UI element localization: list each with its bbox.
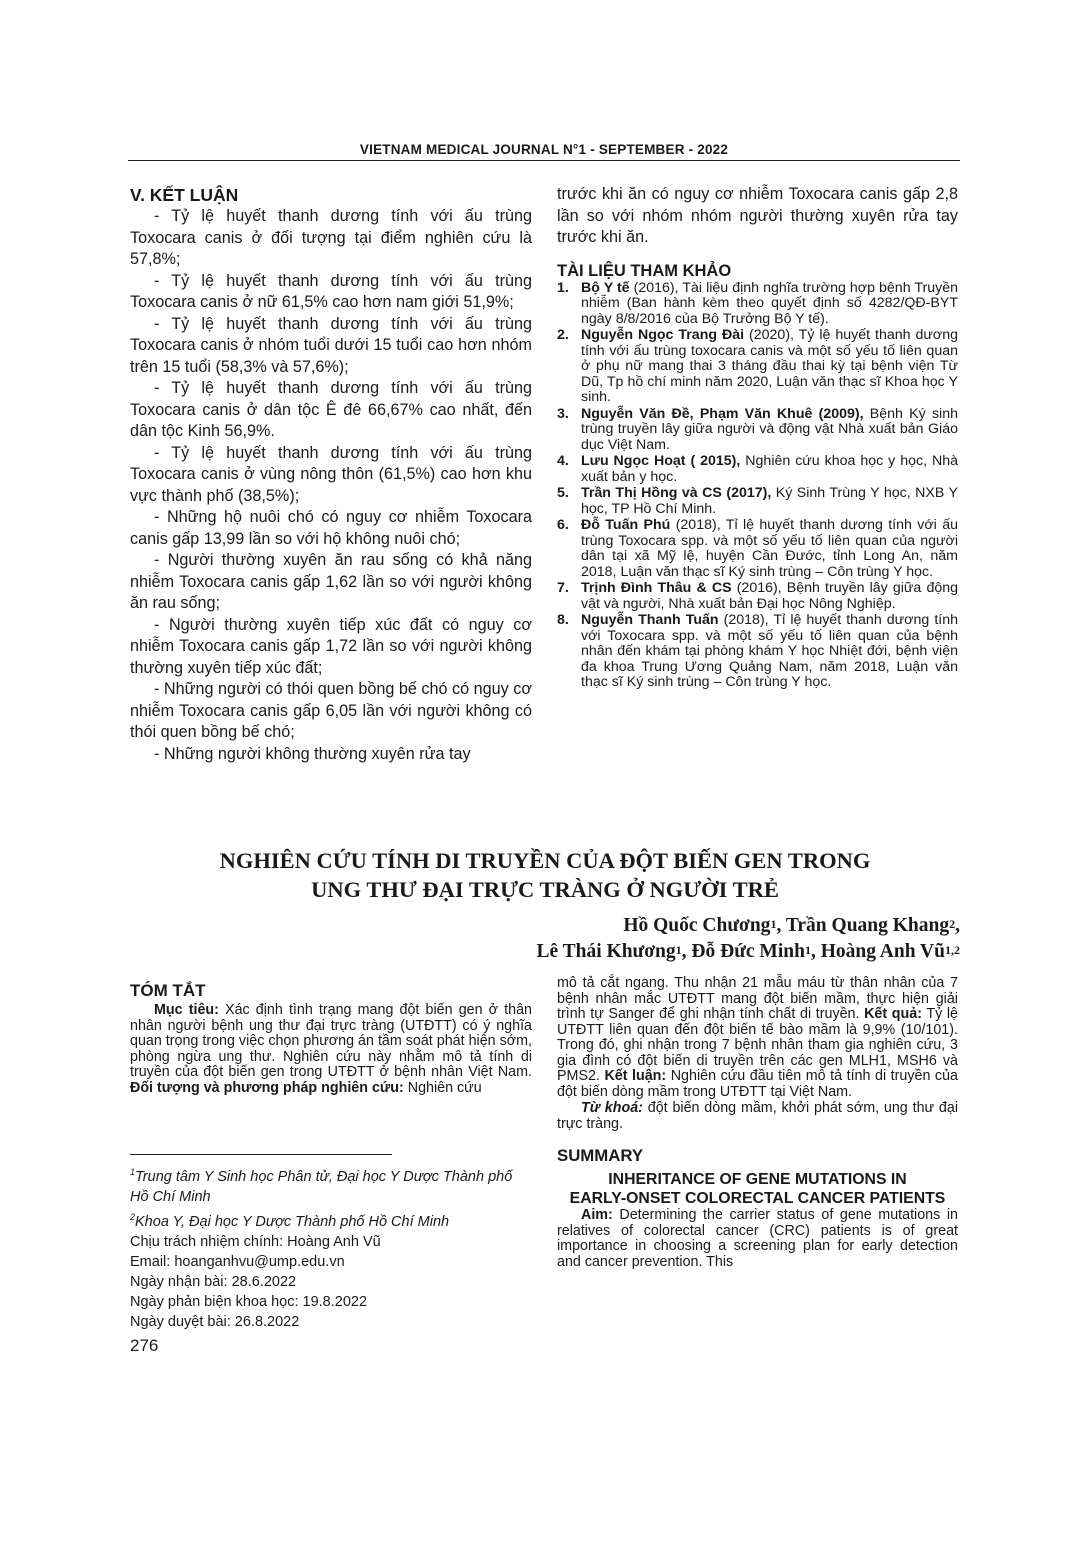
affiliation-1: $^1$Trung tâm Y Sinh học Phân tử, Đại học Y Dược Thành phố Hồ Chí Minh <box>130 1167 513 1205</box>
method-label: Đối tượng và phương pháp nghiên cứu: <box>130 1079 404 1096</box>
reference-text: Bệnh Ký sinh trùng truyền lây giữa người và động vật Nhà xuất bản Giáo dục Việt Nam. <box>581 405 958 453</box>
author-affiliation: 1 <box>804 943 811 957</box>
reference-author: Trịnh Đình Thâu & CS <box>581 580 732 596</box>
reference-text: (2018), Tỉ lệ huyết thanh dương tính với Toxocara spp. và một số yếu tố liên quan của bệnh nhân đến khám tại phòng khám Y học Nhiệt đới, bệnh viện đa khoa Trung Ương Quảng Nam, năm 2018, Luận văn thạc sĩ Ký sinh trùng – Côn trùng Y học. <box>581 612 958 690</box>
reference-body <box>581 328 958 406</box>
conclusion-item: - Những người có thói quen bồng bế chó có nguy cơ nhiễm Toxocara canis gấp 6,05 lần với người không có thói quen bồng bế chó; <box>130 680 532 741</box>
contact-email: Email: hoanganhvu@ump.edu.vn <box>130 1253 345 1270</box>
reference-item <box>557 281 958 328</box>
abstract-left <box>130 980 532 1096</box>
author-affiliation: 1,2 <box>945 943 960 957</box>
reference-body <box>581 581 958 612</box>
received-date: Ngày nhận bài: 28.6.2022 <box>130 1273 297 1290</box>
conclusion-item: - Tỷ lệ huyết thanh dương tính với ấu trùng Toxocara canis ở dân tộc Ê đê 66,67% cao nhất, đến dân tộc Kinh 56,9%. <box>130 379 532 440</box>
method-text: Nghiên cứu <box>403 1079 482 1096</box>
reference-number: 4. <box>557 453 569 469</box>
reference-number: 8. <box>557 612 569 628</box>
conclusion-item: - Người thường xuyên tiếp xúc đất có nguy cơ nhiễm Toxocara canis gấp 1,72 lần so với người không thường xuyên tiếp xúc đất; <box>130 615 532 677</box>
abstract-aim <box>130 1003 532 1096</box>
reference-text: Nghiên cứu khoa học y học, Nhà xuất bản y học. <box>581 453 958 485</box>
summary-aim-label: Aim: <box>581 1207 613 1223</box>
reference-item <box>557 328 958 406</box>
reference-list <box>557 281 958 691</box>
reference-author: Bộ Y tế <box>581 279 630 296</box>
reference-author: Trần Thị Hồng và CS (2017), <box>581 485 772 501</box>
reference-item <box>557 518 958 580</box>
conclusion-item: - Những người không thường xuyên rửa tay <box>154 744 471 763</box>
result-label: Kết quả: <box>864 1006 922 1022</box>
reference-item <box>557 581 958 612</box>
approved-date: Ngày duyệt bài: 26.8.2022 <box>130 1313 300 1330</box>
authors-line2 <box>260 939 960 965</box>
reference-number: 1. <box>557 279 569 296</box>
author-name: Hoàng Anh Vũ <box>820 941 945 962</box>
keywords-text: đột biến dòng mầm, khởi phát sớm, ung thư đại trực tràng. <box>557 1100 958 1132</box>
aim-text: Xác định tình trạng mang đột biến gen ở thân nhân người bệnh ung thư đại trực tràng (UTĐTT) có ý nghĩa quan trọng trong việc chọn phương án tầm soát phát hiện sớm, phòng ngừa ung thư. Nghiên cứu này nhằm mô tả tính di truyền của đột biến gen trong UTĐTT ở bệnh nhân Việt Nam. <box>130 1002 532 1080</box>
reference-author: Đỗ Tuấn Phú <box>581 517 671 533</box>
reference-author: Nguyễn Văn Đề, Phạm Văn Khuê (2009), <box>581 405 864 422</box>
reference-author: Nguyễn Ngọc Trang Đài <box>581 327 745 343</box>
authors-line1 <box>260 913 960 939</box>
conclusion-item: - Người thường xuyên ăn rau sống có khả năng nhiễm Toxocara canis gấp 1,62 lần so với người không ăn rau sống; <box>130 551 532 612</box>
reference-number: 6. <box>557 517 569 533</box>
conclusion-item: - Tỷ lệ huyết thanh dương tính với ấu trùng Toxocara canis ở nữ 61,5% cao hơn nam giới 51,9%; <box>130 271 532 311</box>
author-affiliation: 1 <box>675 943 682 957</box>
author-affiliation: 2 <box>949 917 956 931</box>
reference-text: Ký Sinh Trùng Y học, NXB Y học, TP Hồ Chí Minh. <box>581 485 958 517</box>
author-affiliation: 1 <box>770 917 777 931</box>
conclusion-item: - Tỷ lệ huyết thanh dương tính với ấu trùng Toxocara canis ở nhóm tuổi dưới 15 tuổi cao hơn nhóm trên 15 tuổi (58,3% và 57,6%); <box>130 314 532 376</box>
result-text: Tỷ lệ UTĐTT liên quan đến đột biến tế bào mầm là 9,9% (10/101). Trong đó, ghi nhận trong 7 bệnh nhân tham gia nghiên cứu, 3 gia đình có đột biến di truyền trên các gen MLH1, MSH6 và PMS2. <box>557 1006 958 1084</box>
reference-body <box>581 454 958 485</box>
abstract-methods-results <box>557 976 958 1100</box>
reference-number: 5. <box>557 485 569 501</box>
reference-body <box>581 518 958 580</box>
reference-body <box>581 486 958 517</box>
footnote-rule <box>130 1154 392 1155</box>
summary-heading-line2: EARLY-ONSET COLORECTAL CANCER PATIENTS <box>569 1190 946 1207</box>
reference-number: 3. <box>557 405 569 422</box>
method-continuation: mô tả cắt ngang. Thu nhận 21 mẫu máu từ thân nhân của 7 bệnh nhân mắc UTĐTT mang đột biến mầm, thực hiện giải trình tự Sanger để ghi nhận tính chất di truyền. <box>557 975 958 1022</box>
abstract-title: TÓM TẮT <box>130 981 206 1000</box>
conclusion-title: V. KẾT LUẬN <box>130 185 239 205</box>
affiliation-2-text: Khoa Y, Đại học Y Dược Thành phố Hồ Chí Minh <box>135 1213 450 1230</box>
author-separator: , <box>776 915 786 936</box>
reference-item <box>557 613 958 691</box>
aim-label: Mục tiêu: <box>154 1002 219 1018</box>
reference-item <box>557 486 958 517</box>
reference-body <box>581 613 958 691</box>
abstract-conclusion-text: Nghiên cứu đầu tiên mô tả tính di truyền của đột biến dòng mầm trong UTĐTT tại Việt Nam. <box>557 1068 958 1100</box>
reviewed-date: Ngày phản biện khoa học: 19.8.2022 <box>130 1293 368 1310</box>
conclusion-item: - Tỷ lệ huyết thanh dương tính với ấu trùng Toxocara canis ở đối tượng tại điểm nghiên cứu là 57,8%; <box>130 207 532 268</box>
reference-text: (2016), Tài liệu định nghĩa trường hợp bệnh Truyền nhiễm (Ban hành kèm theo quyết định số 4282/QĐ-BYT ngày 8/8/2016 của Bộ Trưởng Bộ Y tế). <box>581 279 958 327</box>
summary-title: SUMMARY <box>557 1146 644 1165</box>
reference-body <box>581 281 958 328</box>
responsible-author: Chịu trách nhiệm chính: Hoàng Anh Vũ <box>130 1233 381 1250</box>
summary-aim <box>557 1208 958 1270</box>
reference-number: 7. <box>557 580 569 596</box>
conclusion-label: Kết luận: <box>604 1068 667 1084</box>
reference-text: (2016), Bệnh truyền lây giữa động vật và người, Nhà xuất bản Đại học Nông Nghiệp. <box>581 580 959 612</box>
article-title-line2: UNG THƯ ĐẠI TRỰC TRÀNG Ở NGƯỜI TRẺ <box>311 877 779 902</box>
reference-author: Nguyễn Thanh Tuấn <box>581 612 719 628</box>
page-number: 276 <box>130 1336 159 1355</box>
abstract-keywords <box>557 1101 958 1132</box>
article-title <box>130 846 960 904</box>
conclusion-item: - Tỷ lệ huyết thanh dương tính với ấu trùng Toxocara canis ở vùng nông thôn (61,5%) cao hơn khu vực thành phố (38,5%); <box>130 443 532 505</box>
author-separator: , <box>681 941 692 962</box>
affiliation-2: $^2$Khoa Y, Đại học Y Dược Thành phố Hồ Chí Minh <box>130 1211 450 1230</box>
abstract-right <box>557 976 958 1270</box>
affiliation-1-text: Trung tâm Y Sinh học Phân tử, Đại học Y Dược Thành phố Hồ Chí Minh <box>130 1168 513 1205</box>
article-title-line1: NGHIÊN CỨU TÍNH DI TRUYỀN CỦA ĐỘT BIẾN GEN TRONG <box>219 848 871 873</box>
keywords-label: Từ khoá: <box>581 1100 643 1116</box>
summary-heading-line1: INHERITANCE OF GENE MUTATIONS IN <box>608 1171 907 1188</box>
journal-header: VIETNAM MEDICAL JOURNAL N°1 - SEPTEMBER - 2022 <box>359 142 729 157</box>
references-column <box>557 184 958 692</box>
reference-text: (2020), Tỷ lệ huyết thanh dương tính với ấu trùng toxocara canis và một số yếu tố liên quan ở phụ nữ mang thai 3 tháng đầu thai kỳ tại bệnh viện Từ Dũ, Tp hồ chí minh năm 2020, Luận văn thạc sĩ Khoa học Y sinh. <box>581 327 958 405</box>
conclusion-section <box>130 184 532 765</box>
conclusion-item: - Những hộ nuôi chó có nguy cơ nhiễm Toxocara canis gấp 13,99 lần so với hộ không nuôi chó; <box>130 508 532 548</box>
reference-number: 2. <box>557 327 569 343</box>
author-name: Hồ Quốc Chương <box>623 915 771 936</box>
reference-item <box>557 454 958 485</box>
references-title: TÀI LIỆU THAM KHẢO <box>557 261 732 280</box>
reference-body <box>581 407 958 454</box>
reference-item <box>557 407 958 454</box>
author-separator: , <box>955 915 960 936</box>
reference-text: (2018), Tỉ lệ huyết thanh dương tính với ấu trùng Toxocara spp. và một số yếu tố liên quan của người dân tại xã Mỹ lệ, huyện Cần Đước, tỉnh Long An, năm 2018, Luận văn thạc sĩ Ký sinh trùng – Côn trùng Y học. <box>581 517 958 580</box>
author-name: Đỗ Đức Minh <box>691 941 805 962</box>
author-name: Lê Thái Khương <box>536 941 676 962</box>
author-name: Trần Quang Khang <box>785 915 950 936</box>
conclusion-continuation: trước khi ăn có nguy cơ nhiễm Toxocara canis gấp 2,8 lần so với nhóm nhóm người thường xuyên rửa tay trước khi ăn. <box>557 185 958 246</box>
footnotes <box>130 1162 532 1332</box>
header-rule <box>128 160 960 161</box>
author-separator: , <box>810 941 821 962</box>
reference-author: Lưu Ngọc Hoạt ( 2015), <box>581 453 741 469</box>
summary-aim-text: Determining the carrier status of gene mutations in relatives of colorectal cancer (CRC) patients is of great importance in choosing a screening plan for early detection and cancer prevention. This <box>557 1207 958 1270</box>
conclusion-items <box>130 206 532 765</box>
